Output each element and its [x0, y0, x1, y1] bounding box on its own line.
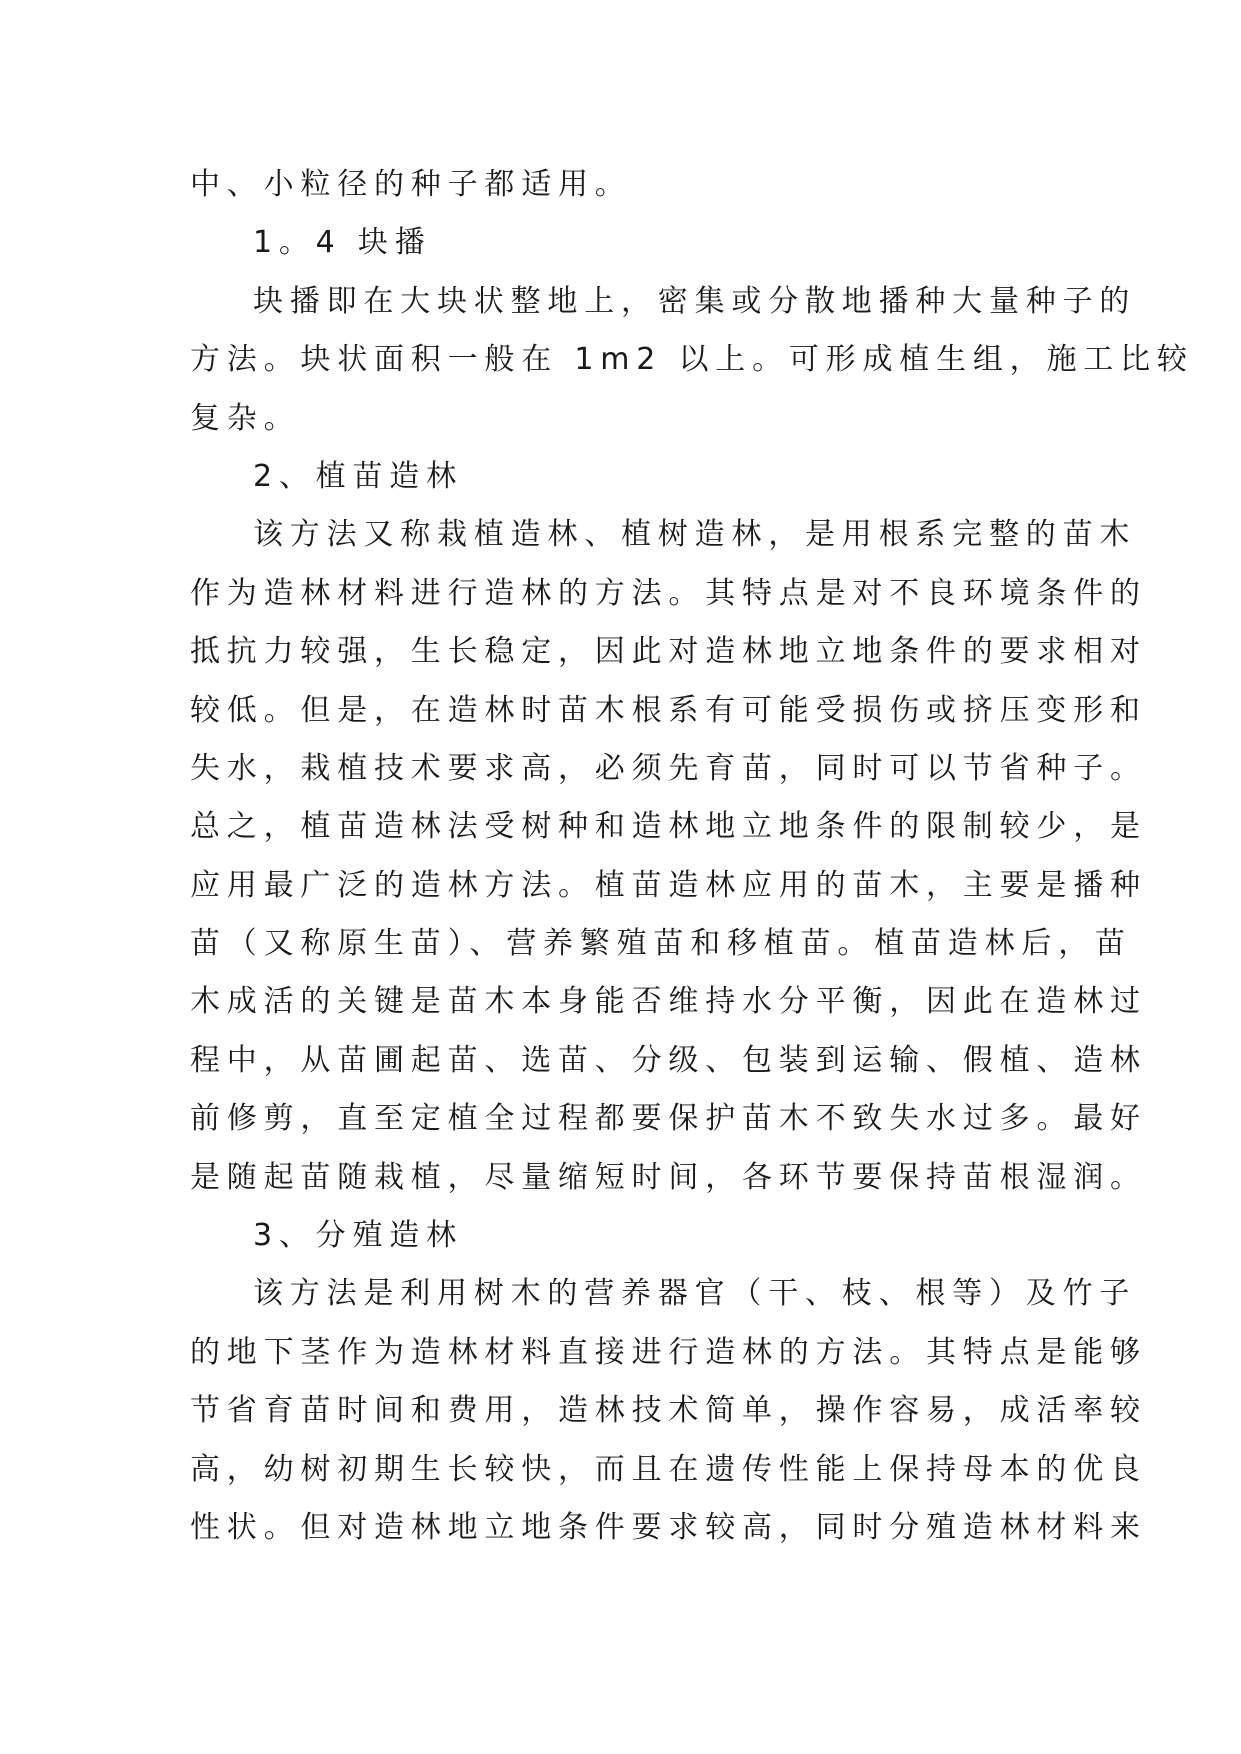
text-line: 节省育苗时间和费用，造林技术简单，操作容易，成活率较 — [190, 1393, 1147, 1429]
text-line: 该方法又称栽植造林、植树造林，是用根系完整的苗木 — [253, 517, 1137, 553]
text-line: 较低。但是，在造林时苗木根系有可能受损伤或挤压变形和 — [190, 692, 1147, 728]
text-line: 方法。块状面积一般在 1m2 以上。可形成植生组，施工比较 — [190, 342, 1194, 378]
text-line: 块播即在大块状整地上，密集或分散地播种大量种子的 — [253, 283, 1137, 319]
text-line: 程中，从苗圃起苗、选苗、分级、包装到运输、假植、造林 — [190, 1042, 1147, 1078]
text-line: 抵抗力较强，生长稳定，因此对造林地立地条件的要求相对 — [190, 634, 1147, 670]
text-line: 的地下茎作为造林材料直接进行造林的方法。其特点是能够 — [190, 1334, 1147, 1370]
body-text — [190, 156, 1194, 1557]
text-line: 总之，植苗造林法受树种和造林地立地条件的限制较少，是 — [190, 809, 1147, 845]
text-line: 前修剪，直至定植全过程都要保护苗木不致失水过多。最好 — [190, 1101, 1147, 1137]
text-line: 中、小粒径的种子都适用。 — [190, 167, 632, 202]
text-line: 性状。但对造林地立地条件要求较高，同时分殖造林材料来 — [190, 1509, 1147, 1545]
text-line: 作为造林材料进行造林的方法。其特点是对不良环境条件的 — [190, 575, 1147, 611]
text-line: 应用最广泛的造林方法。植苗造林应用的苗木，主要是播种 — [190, 867, 1147, 903]
section-heading: 3、分殖造林 — [253, 1218, 463, 1254]
text-line: 失水，栽植技术要求高，必须先育苗，同时可以节省种子。 — [190, 750, 1147, 786]
text-line: 复杂。 — [190, 400, 301, 436]
text-line: 高，幼树初期生长较快，而且在遗传性能上保持母本的优良 — [190, 1451, 1147, 1487]
text-line: 木成活的关键是苗木本身能否维持水分平衡，因此在造林过 — [190, 984, 1147, 1020]
section-heading: 2、植苗造林 — [253, 458, 463, 494]
text-line: 该方法是利用树木的营养器官（干、枝、根等）及竹子 — [253, 1276, 1137, 1312]
text-line: 是随起苗随栽植，尽量缩短时间，各环节要保持苗根湿润。 — [190, 1159, 1147, 1195]
section-heading: 1。4 块播 — [253, 225, 432, 261]
text-line: 苗（又称原生苗）、营养繁殖苗和移植苗。植苗造林后，苗 — [190, 926, 1132, 962]
